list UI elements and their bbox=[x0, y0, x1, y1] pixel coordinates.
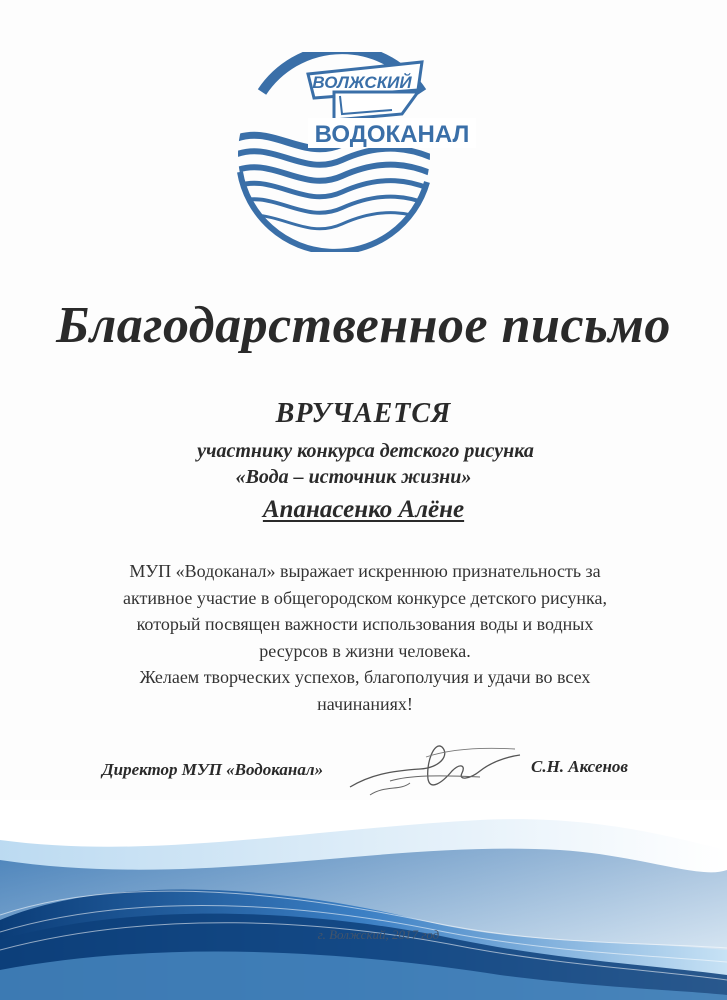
body-line: МУП «Водоканал» выражает искреннюю признательность за bbox=[129, 561, 601, 581]
letter-body bbox=[90, 558, 640, 717]
body-line: ресурсов в жизни человека. bbox=[259, 640, 471, 661]
awarded-heading: ВРУЧАЕТСЯ bbox=[275, 398, 452, 429]
place-date: г. Волжский, 2017 год bbox=[317, 927, 440, 942]
contest-line: участнику конкурса детского рисунка bbox=[197, 440, 534, 462]
director-name: С.Н. Аксенов bbox=[531, 757, 629, 776]
director-title: Директор МУП «Водоканал» bbox=[102, 760, 324, 779]
wave-decoration bbox=[0, 800, 727, 1000]
logo-emblem bbox=[222, 52, 482, 252]
body-line: который посвящен важности использования воды и водных bbox=[136, 614, 594, 634]
body-line: начинаниях! bbox=[317, 693, 413, 714]
letter-title: Благодарственное письмо bbox=[56, 297, 671, 354]
vodokanal-logo bbox=[222, 52, 482, 252]
body-line: активное участие в общегородском конкурсе детского рисунка, bbox=[123, 587, 607, 608]
contest-title: «Вода – источник жизни» bbox=[235, 466, 472, 488]
logo-text-top: ВОЛЖСКИЙ bbox=[312, 73, 412, 92]
logo-text-main: ВОДОКАНАЛ bbox=[314, 121, 470, 148]
recipient-name: Апанасенко Алёне bbox=[262, 496, 465, 523]
body-line: Желаем творческих успехов, благополучия и удачи во всех bbox=[139, 667, 591, 687]
handwritten-signature bbox=[330, 735, 530, 805]
